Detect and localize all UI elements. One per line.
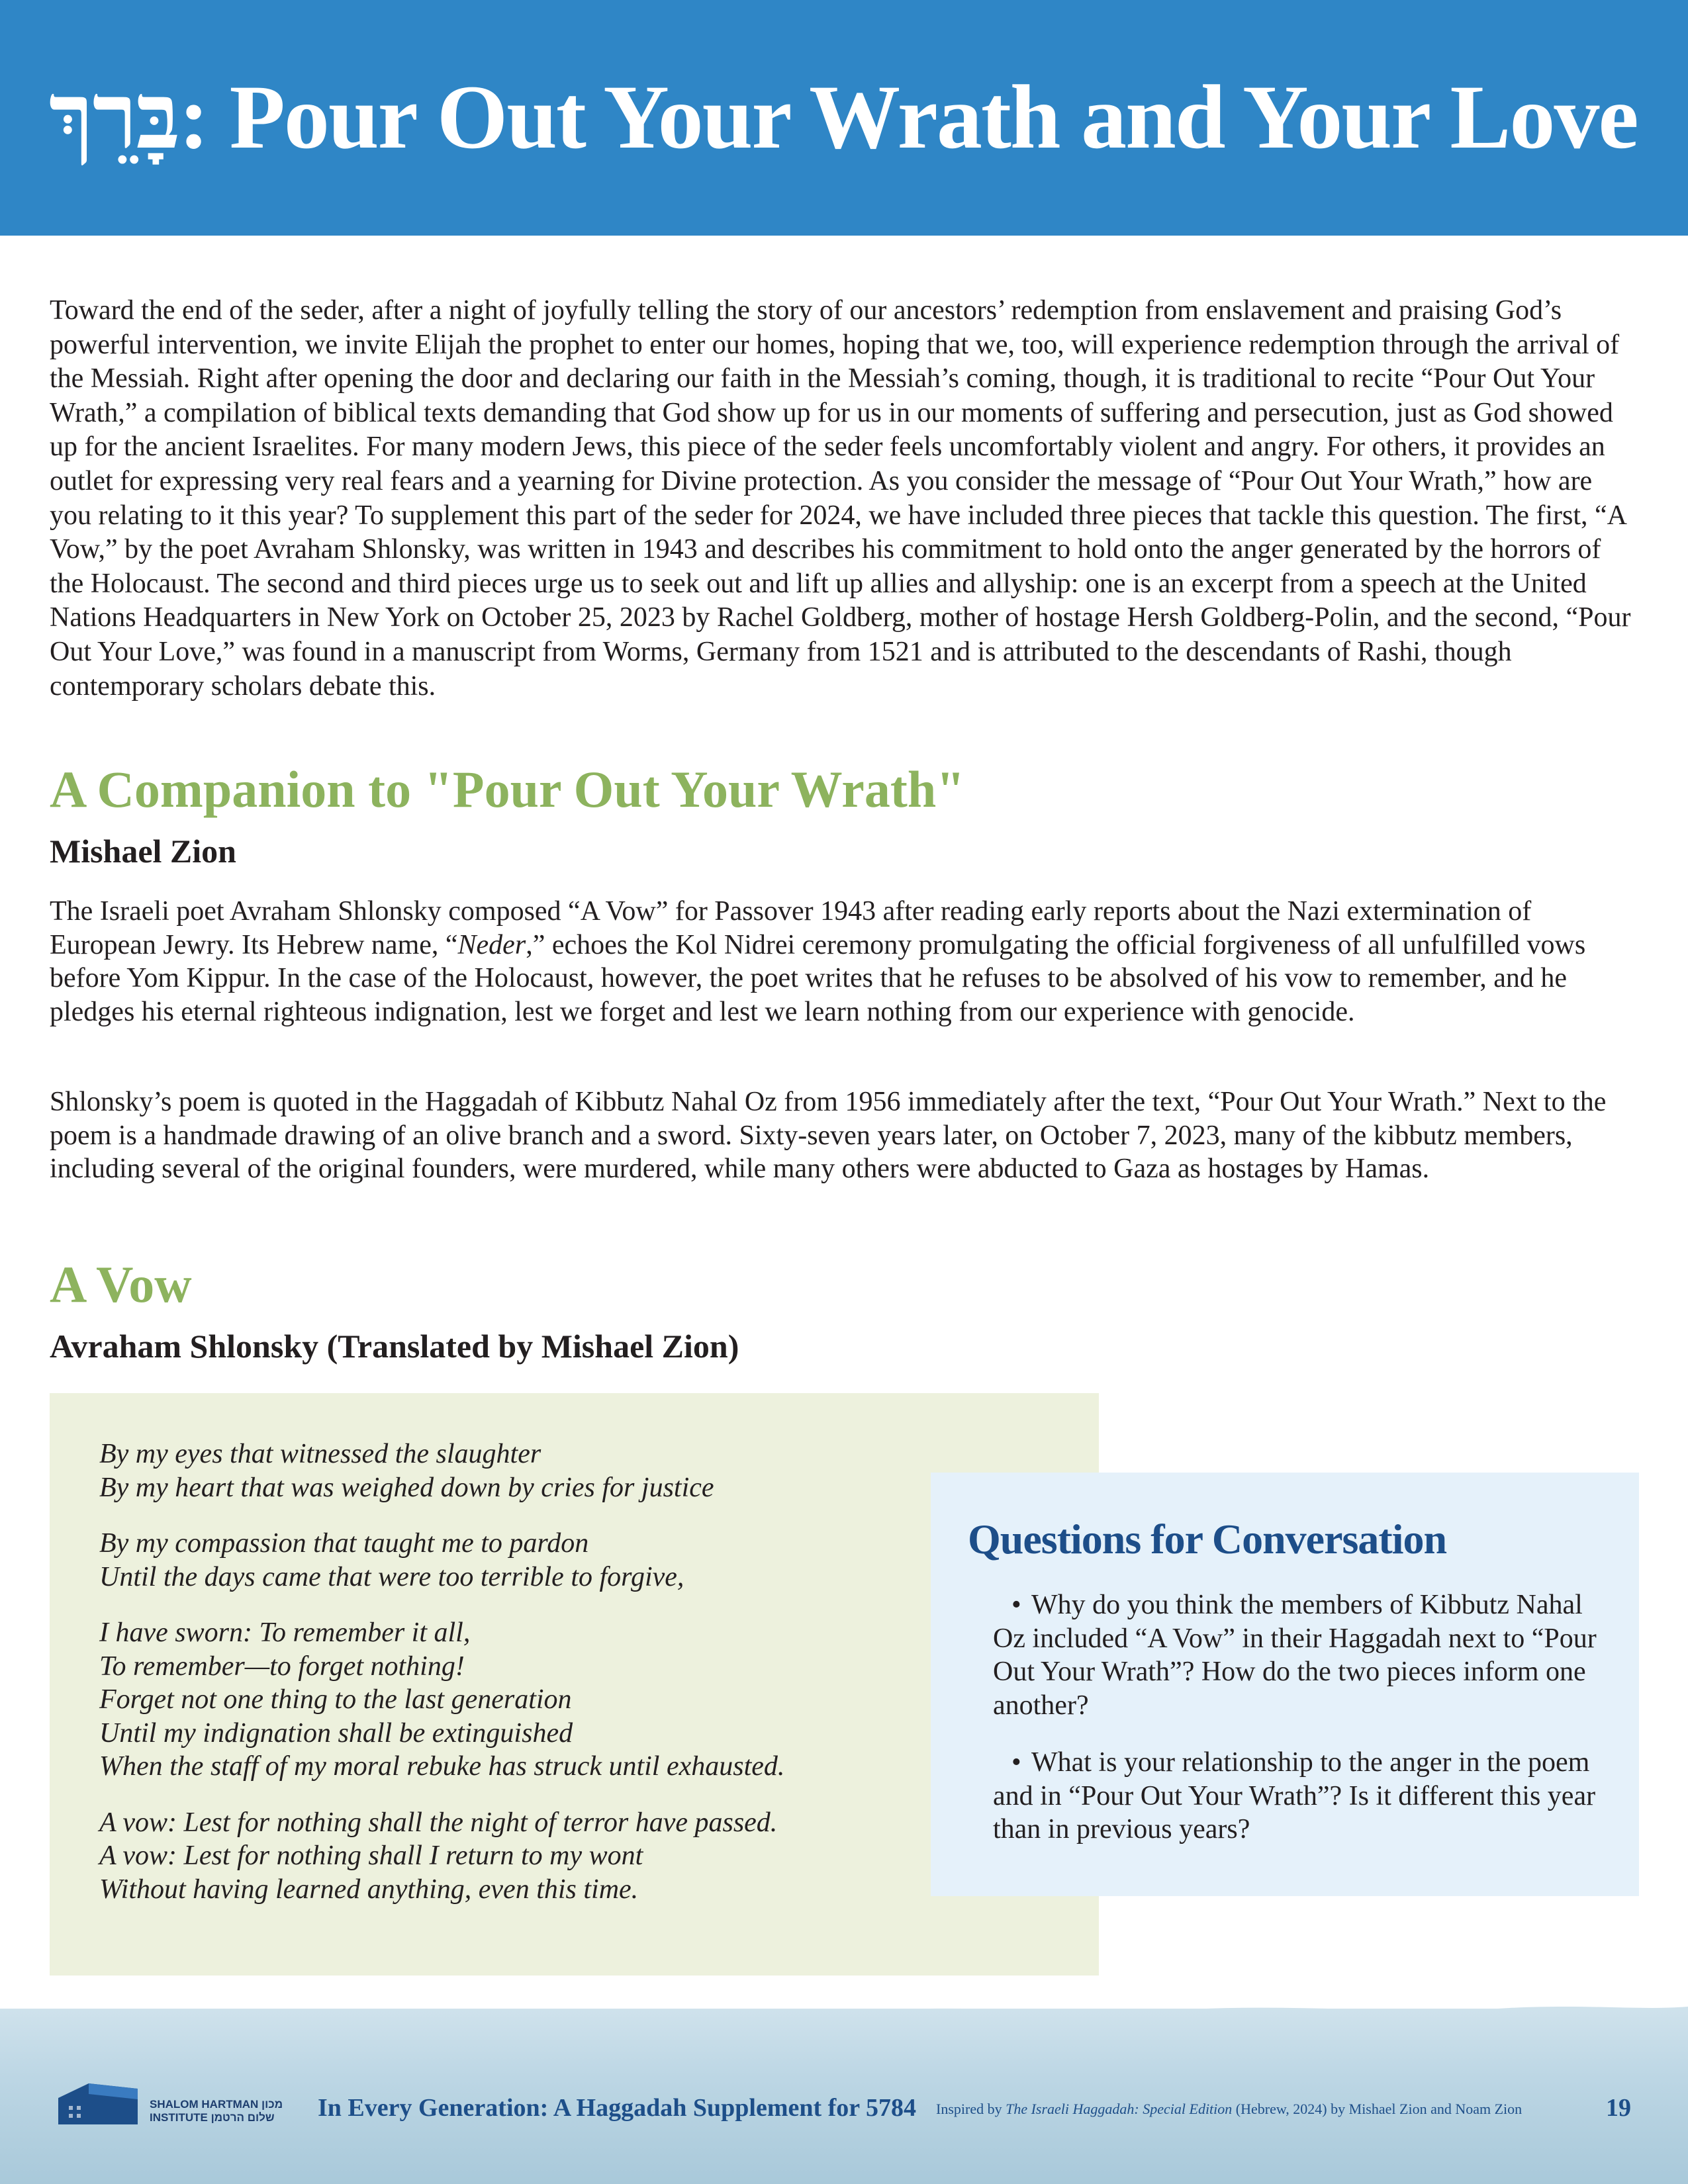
page-title: בָּרֵךְ: Pour Out Your Wrath and Your Love [49,66,1638,167]
bullet-icon: • [1011,1747,1021,1778]
logo-wordmark: SHALOM HARTMAN מכון INSTITUTE שלום הרטמן [150,2098,283,2124]
poem-stanza [99,1616,927,1784]
poem-line: To remember—to forget nothing! [99,1651,465,1682]
companion-heading: A Companion to "Pour Out Your Wrath" [50,760,965,818]
question-item: • What is your relationship to the anger in the poem and in “Pour Out Your Wrath”? Is it different this year than in previous years? [993,1747,1596,1844]
poem-line: Until the days came that were too terrible to forgive, [99,1561,684,1592]
page-number: 19 [1606,2094,1631,2122]
poem-line: A vow: Lest for nothing shall the night of terror have passed. [99,1807,778,1838]
neder-term: Neder [457,929,526,960]
vow-heading: A Vow [50,1255,192,1313]
questions-list [993,1588,1602,1870]
question-item: • Why do you think the members of Kibbutz Nahal Oz included “A Vow” in their Haggadah next to “Pour Out Your Wrath”? How do the two pieces inform one another? [993,1590,1597,1721]
poem-line: By my heart that was weighed down by cries for justice [99,1472,714,1503]
bullet-icon: • [1011,1590,1021,1620]
footer-publication-title: In Every Generation: A Haggadah Supplement for 5784 [318,2094,916,2122]
companion-paragraph-2: Shlonsky’s poem is quoted in the Haggadah of Kibbutz Nahal Oz from 1956 immediately after the text, “Pour Out Your Wrath.” Next to the poem is a handmade drawing of an olive branch and a sword. Sixty-seven years later, on October 7, 2023, many of the kibbutz members, including several of the original founders, were murdered, while many others were abducted to Gaza as hostages by Hamas. [50,1087,1607,1184]
poem-stanza [99,1527,927,1594]
poem [99,1437,927,1929]
companion-paragraph-1: The Israeli poet Avraham Shlonsky composed “A Vow” for Passover 1943 after reading early reports about the Nazi extermination of European Jewry. Its Hebrew name, “Neder,” echoes the Kol Nidrei ceremony promulgating the official forgiveness of all unfulfilled vows before Yom Kippur. In the case of the Holocaust, however, the poet writes that he refuses to be absolved of his vow to remember, and he pledges his eternal righteous indignation, lest we forget and lest we learn nothing from our experience with genocide. [50,896,1586,1027]
poem-line: By my eyes that witnessed the slaughter [99,1439,541,1469]
poem-line: When the staff of my moral rebuke has struck until exhausted. [99,1751,785,1782]
intro-paragraph: Toward the end of the seder, after a night of joyfully telling the story of our ancestors’ redemption from enslavement and praising God’s powerful intervention, we invite Elijah the prophet to enter our homes, hoping that we, too, will experience redemption through the arrival of the Messiah. Right after opening the door and declaring our faith in the Messiah’s coming, though, it is traditional to recite “Pour Out Your Wrath,” a compilation of biblical texts demanding that God show up for us in our moments of suffering and persecution, just as God showed up for the ancient Israelites. For many modern Jews, this piece of the seder feels uncomfortably violent and angry. For others, it provides an outlet for expressing very real fears and a yearning for Divine protection. As you consider the message of “Pour Out Your Wrath,” how are you relating to it this year? To supplement this part of the seder for 2024, we have included three pieces that tackle this question. The first, “A Vow,” by the poet Avraham Shlonsky, was written in 1943 and describes his commitment to hold onto the anger generated by the horrors of the Holocaust. The second and third pieces urge us to seek out and lift up allies and allyship: one is an excerpt from a speech at the United Nations Headquarters in New York on October 25, 2023 by Rachel Goldberg, mother of hostage Hersh Goldberg-Polin, and the second, “Pour Out Your Love,” was found in a manuscript from Worms, Germany from 1521 and is attributed to the descendants of Rashi, though contemporary scholars debate this. [50,295,1631,702]
footer-credit: Inspired by The Israeli Haggadah: Special Edition (Hebrew, 2024) by Mishael Zion and Noam Zion [936,2101,1523,2117]
poem-stanza [99,1806,927,1907]
poem-stanza [99,1437,927,1504]
poem-line: Until my indignation shall be extinguished [99,1717,573,1749]
vow-author: Avraham Shlonsky (Translated by Mishael Zion) [50,1328,739,1365]
poem-line: I have sworn: To remember it all, [99,1617,471,1648]
questions-heading: Questions for Conversation [968,1516,1447,1563]
poem-line: Forget not one thing to the last generation [99,1684,572,1715]
poem-line: By my compassion that taught me to pardon [99,1528,589,1559]
poem-line: A vow: Lest for nothing shall I return to my wont [99,1841,643,1871]
companion-author: Mishael Zion [50,833,236,870]
poem-line: Without having learned anything, even this time. [99,1874,639,1905]
